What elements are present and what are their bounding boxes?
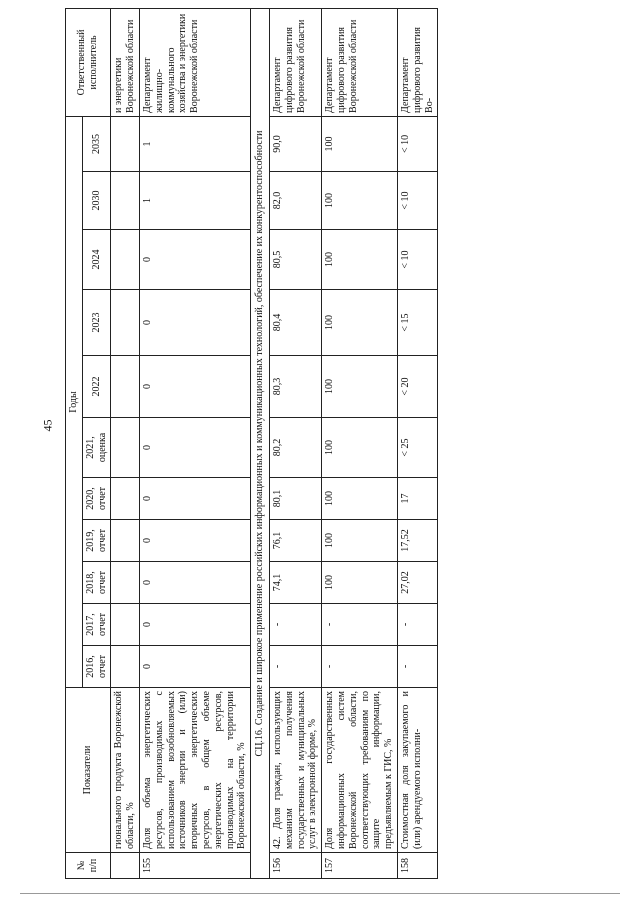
indicator-cell: Доля объема энергетических ресурсов, производимых с использованием возобновляемых источников энергии и (или) вторичных энергетических ресурсов, в общем объеме энергетических ресурсов, производимых на территории Воронежской области, %	[139, 688, 250, 853]
value-cell: 17,52	[397, 520, 437, 562]
value-cell: 100	[322, 116, 398, 171]
value-cell	[111, 290, 140, 356]
bottom-divider	[20, 893, 620, 894]
header-no: № п/п	[66, 853, 111, 879]
value-cell: 82,0	[269, 172, 321, 230]
responsible-cell: Департамент цифрового развития Воронежской области	[269, 8, 321, 116]
value-cell: 0	[139, 418, 250, 478]
table-row	[397, 8, 437, 878]
value-cell: 1	[139, 172, 250, 230]
value-cell: -	[397, 646, 437, 688]
value-cell: 90,0	[269, 116, 321, 171]
value-cell: -	[322, 646, 398, 688]
value-cell: < 10	[397, 230, 437, 290]
value-cell: 0	[139, 230, 250, 290]
value-cell	[111, 230, 140, 290]
responsible-cell: и энергетики Воронежской области	[111, 8, 140, 116]
value-cell: 100	[322, 520, 398, 562]
page-number: 45	[40, 419, 55, 432]
value-cell: 0	[139, 478, 250, 520]
row-number: 157	[322, 853, 398, 879]
value-cell: 100	[322, 230, 398, 290]
value-cell: 80,2	[269, 418, 321, 478]
value-cell: -	[322, 604, 398, 646]
value-cell: 0	[139, 562, 250, 604]
value-cell: 100	[322, 562, 398, 604]
value-cell: < 25	[397, 418, 437, 478]
row-number	[111, 853, 140, 879]
value-cell: -	[269, 646, 321, 688]
value-cell: < 15	[397, 290, 437, 356]
header-year: 2019, отчет	[82, 520, 111, 562]
value-cell: 80,3	[269, 356, 321, 418]
value-cell: -	[269, 604, 321, 646]
indicator-cell: Доля государственных информационных систем Воронежской области, соответствующих требованиям по защите информации, предъявляемым к ГИС, %	[322, 688, 398, 853]
value-cell: -	[397, 604, 437, 646]
value-cell: 0	[139, 290, 250, 356]
indicators-table	[65, 8, 438, 879]
value-cell: 100	[322, 478, 398, 520]
header-year: 2030	[82, 172, 111, 230]
value-cell	[111, 604, 140, 646]
header-year: 2035	[82, 116, 111, 171]
table-row	[322, 8, 398, 878]
header-indicators: Показатели	[66, 688, 111, 853]
responsible-cell: Департамент цифрового развития Воронежской области	[322, 8, 398, 116]
value-cell: 76,1	[269, 520, 321, 562]
header-year: 2022	[82, 356, 111, 418]
value-cell: 100	[322, 290, 398, 356]
header-year: 2018, отчет	[82, 562, 111, 604]
value-cell	[111, 172, 140, 230]
header-year: 2023	[82, 290, 111, 356]
value-cell	[111, 520, 140, 562]
responsible-cell: Департамент жилищно-коммунального хозяйства и энергетики Воронежской области	[139, 8, 250, 116]
row-number: 156	[269, 853, 321, 879]
section-row	[251, 8, 270, 878]
indicator-cell: Стоимостная доля закупаемого и (или) арендуемого исполни-	[397, 688, 437, 853]
table-row	[269, 8, 321, 878]
header-year: 2020, отчет	[82, 478, 111, 520]
value-cell: 80,1	[269, 478, 321, 520]
value-cell: 27,02	[397, 562, 437, 604]
value-cell: < 20	[397, 356, 437, 418]
value-cell: 17	[397, 478, 437, 520]
table-row	[111, 8, 140, 878]
header-responsible: Ответственный исполнитель	[66, 8, 111, 116]
value-cell: 74,1	[269, 562, 321, 604]
value-cell	[111, 562, 140, 604]
responsible-cell: Департамент цифрового развития Во-	[397, 8, 437, 116]
value-cell	[111, 116, 140, 171]
header-year: 2016, отчет	[82, 646, 111, 688]
header-year: 2017, отчет	[82, 604, 111, 646]
value-cell: 0	[139, 604, 250, 646]
row-number: 158	[397, 853, 437, 879]
value-cell	[111, 356, 140, 418]
header-year: 2021, оценка	[82, 418, 111, 478]
value-cell: 100	[322, 356, 398, 418]
value-cell: 0	[139, 356, 250, 418]
row-number: 155	[139, 853, 250, 879]
section-heading: СЦ.16. Создание и широкое применение российских информационных и коммуникационных технологий, обеспечение их конкурентоспособности	[251, 8, 270, 878]
indicator-cell: гионального продукта Воронежской области, %	[111, 688, 140, 853]
header-year: 2024	[82, 230, 111, 290]
value-cell	[111, 478, 140, 520]
header-years: Годы	[66, 116, 83, 687]
value-cell: 100	[322, 172, 398, 230]
value-cell: 1	[139, 116, 250, 171]
value-cell	[111, 646, 140, 688]
table-row	[139, 8, 250, 878]
value-cell: 100	[322, 418, 398, 478]
value-cell: 0	[139, 520, 250, 562]
value-cell: 80,4	[269, 290, 321, 356]
value-cell: < 10	[397, 172, 437, 230]
value-cell	[111, 418, 140, 478]
value-cell: 0	[139, 646, 250, 688]
indicator-cell: 42. Доля граждан, использующих механизм получения государственных и муниципальных услуг в электронной форме, %	[269, 688, 321, 853]
value-cell: < 10	[397, 116, 437, 171]
value-cell: 80,5	[269, 230, 321, 290]
